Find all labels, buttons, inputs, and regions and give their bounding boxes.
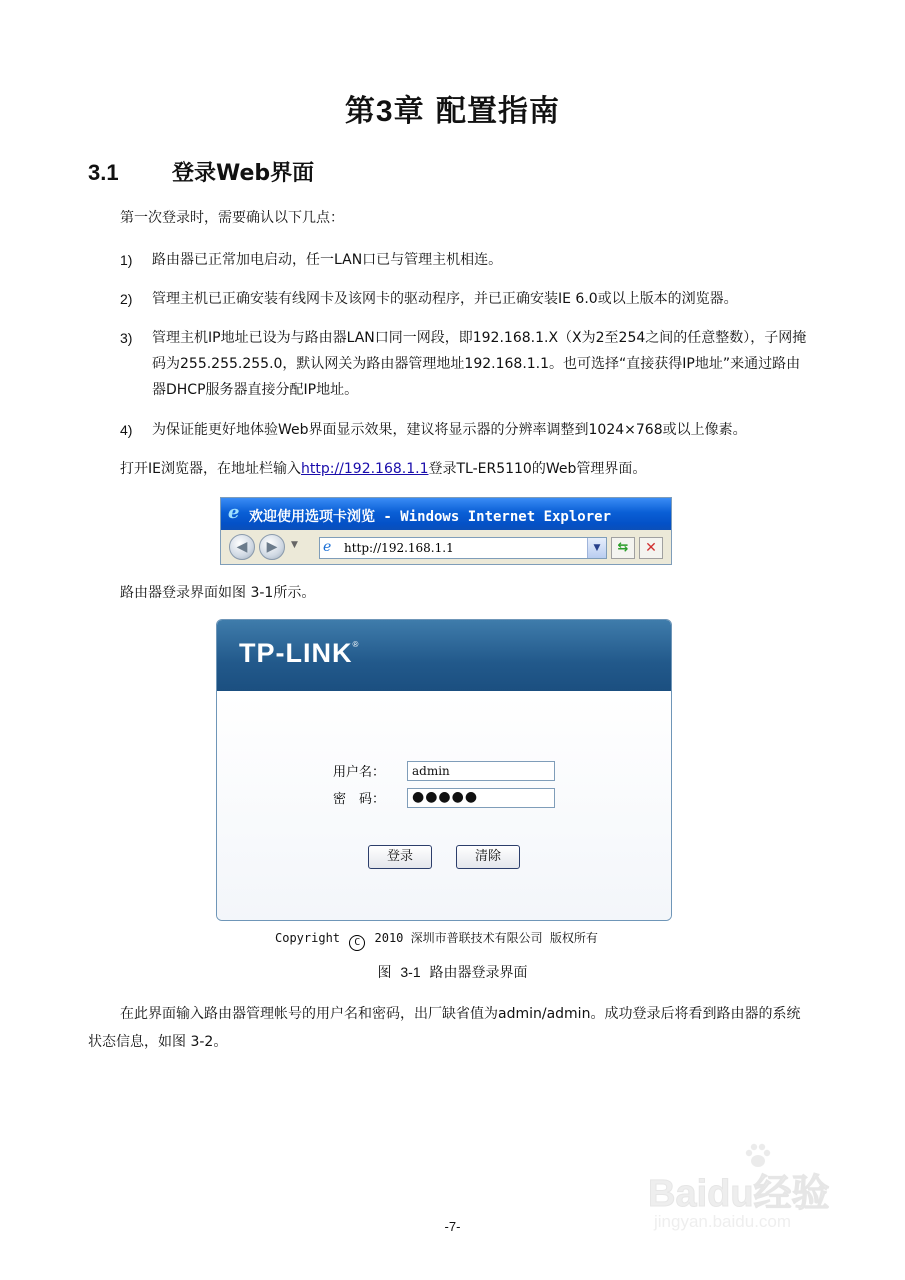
chapter-number: 3 [375, 95, 394, 128]
ie-window-screenshot [220, 497, 672, 565]
clear-button[interactable]: 清除 [456, 845, 520, 869]
address-dropdown-icon[interactable]: ▼ [587, 538, 606, 558]
list-item-text: 管理主机IP地址已设为与路由器LAN口同一网段，即192.168.1.X（X为2至254之间的任意整数），子网掩码为255.255.255.0，默认网关为路由器管理地址192.168.1.1。也可选择“直接获得IP地址”来通过路由器DHCP服务器直接分配IP地址。 [152, 330, 807, 398]
section-number: 3.1 [88, 160, 119, 185]
figure-caption [0, 962, 905, 982]
ie-window-title: 欢迎使用选项卡浏览 - Windows Internet Explorer [249, 509, 612, 525]
page-number: -7- [444, 1219, 461, 1234]
section-heading: 登录Web界面 [172, 161, 315, 186]
username-label: 用户名： [333, 765, 386, 780]
address-bar[interactable] [319, 537, 607, 559]
intro-text: 第一次登录时，需要确认以下几点： [120, 210, 344, 226]
list-item-number: 2) [120, 291, 133, 307]
copyright-icon: C [349, 935, 365, 951]
list-item-number: 3) [120, 330, 133, 346]
open-ie-text-after: 登录TL-ER5110的Web管理界面。 [428, 461, 647, 477]
list-item-number: 4) [120, 422, 133, 438]
stop-icon[interactable]: ✕ [639, 537, 663, 559]
watermark-url-text: jingyan.baidu.com [654, 1212, 792, 1231]
page-icon: e [323, 539, 332, 555]
watermark-main-text: Baidu经验 [648, 1173, 830, 1215]
final-paragraph: 在此界面输入路由器管理帐号的用户名和密码，出厂缺省值为admin/admin。成功登录后将看到路由器的系统状态信息，如图 3-2。 [88, 1006, 801, 1050]
login-header [217, 620, 671, 691]
username-input[interactable]: admin [407, 761, 555, 781]
login-button[interactable]: 登录 [368, 845, 432, 869]
figure-title: 路由器登录界面 [429, 965, 528, 981]
registered-mark-icon: ® [352, 640, 360, 649]
refresh-icon[interactable]: ⇆ [611, 537, 635, 559]
address-text[interactable]: http://192.168.1.1 [344, 541, 454, 555]
password-input[interactable]: ●●●●● [407, 788, 555, 808]
ie-toolbar [221, 530, 671, 565]
password-label: 密 码： [333, 792, 386, 807]
chapter-title [0, 86, 905, 130]
logo-text: TP-LINK [239, 638, 353, 668]
router-url-link[interactable]: http://192.168.1.1 [300, 461, 429, 477]
list-item-number: 1) [120, 252, 133, 268]
tp-link-logo [239, 638, 359, 669]
login-screenshot [216, 619, 672, 921]
figure-label: 图 [377, 965, 392, 981]
copyright-label: Copyright [275, 931, 341, 945]
copyright-text: 2010 深圳市普联技术有限公司 版权所有 [374, 931, 598, 945]
section-title [88, 156, 314, 187]
list-item-text: 路由器已正常加电启动，任一LAN口已与管理主机相连。 [152, 252, 503, 268]
chapter-prefix: 第 [344, 94, 376, 129]
open-ie-instruction [120, 456, 646, 482]
history-dropdown-icon[interactable]: ▼ [291, 540, 298, 550]
ie-logo-icon: e [228, 502, 240, 523]
back-arrow-icon[interactable]: ◀ [229, 534, 255, 560]
ie-titlebar [221, 498, 671, 530]
open-ie-text-before: 打开IE浏览器，在地址栏输入 [120, 461, 301, 477]
chapter-suffix: 章 配置指南 [393, 94, 561, 129]
figure-number: 3-1 [400, 964, 421, 980]
copyright-line [275, 929, 598, 951]
login-intro-text: 路由器登录界面如图 3-1所示。 [120, 585, 316, 601]
list-item-text: 为保证能更好地体验Web界面显示效果，建议将显示器的分辨率调整到1024×768或以上像素。 [152, 422, 747, 438]
list-item-text: 管理主机已正确安装有线网卡及该网卡的驱动程序，并已正确安装IE 6.0或以上版本的浏览器。 [152, 291, 738, 307]
forward-arrow-icon[interactable]: ▶ [259, 534, 285, 560]
